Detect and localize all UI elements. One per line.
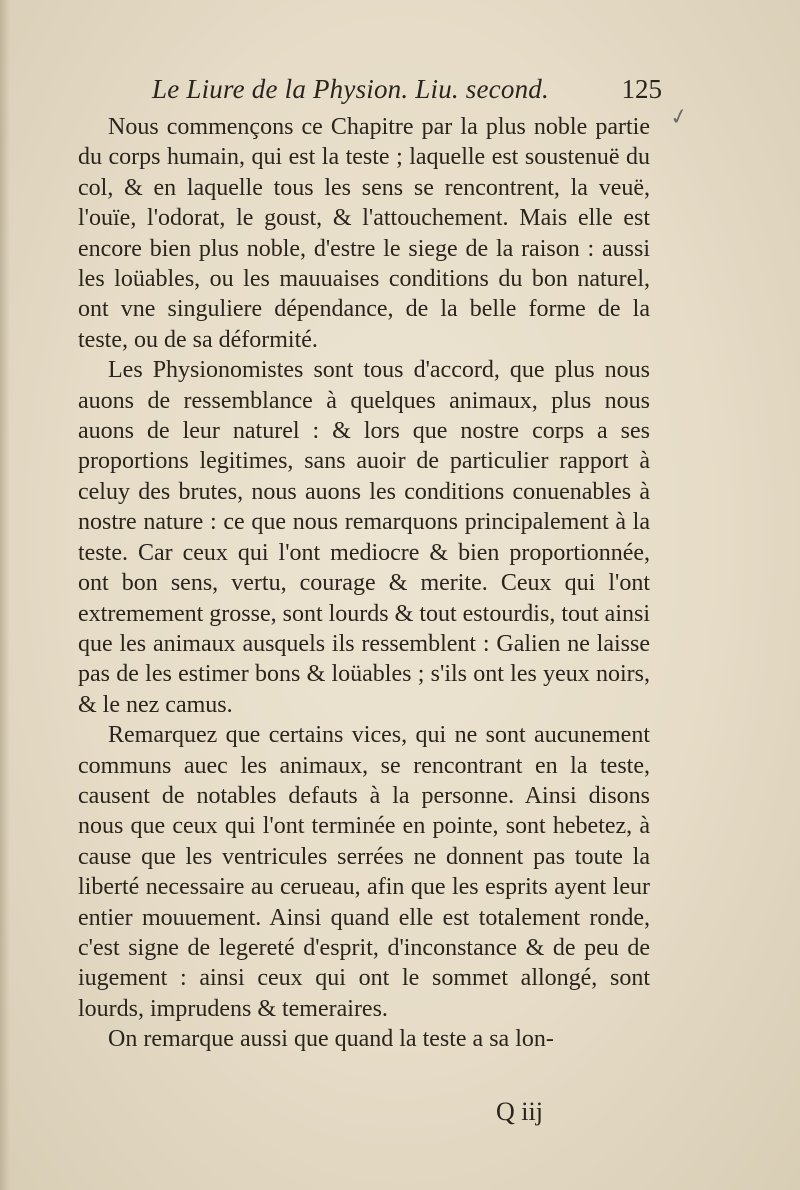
page-edge-shadow	[0, 0, 10, 1190]
paragraph-1: Nous commençons ce Chapitre par la plus noble partie du corps humain, qui est la teste ; laquelle est soustenuë du col, & en laquelle tous les sens se rencontrent, la veuë, l'ouïe, l'odorat, le goust, & l'attouchement. Mais elle est encore bien plus noble, d'estre le siege de la raison : aussi les loüables, ou les mauuaises conditions du bon naturel, ont vne singuliere dépendance, de la belle forme de la teste, ou de sa déformité.	[78, 114, 650, 353]
signature-mark: Q iij	[496, 1097, 543, 1126]
page-header	[152, 74, 662, 110]
paragraph-4: On remarque aussi que quand la teste a sa lon-	[108, 1026, 554, 1053]
paragraph-2: Les Physionomistes sont tous d'accord, que plus nous auons de ressemblance à quelques animaux, plus nous auons de leur naturel : & lors que nostre corps a ses proportions legitimes, sans auoir de particulier rapport à celuy des brutes, nous auons les conditions conuenables à nostre nature : ce que nous remarquons principalement à la teste. Car ceux qui l'ont mediocre & bien proportionnée, ont bon sens, vertu, courage & merite. Ceux qui l'ont extremement grosse, sont lourds & tout estourdis, tout ainsi que les animaux ausquels ils ressemblent : Galien ne laisse pas de les estimer bons & loüables ; s'ils ont les yeux noirs, & le nez camus.	[78, 357, 650, 718]
paragraph-3: Remarquez que certains vices, qui ne sont aucunement communs auec les animaux, se rencontrant en la teste, causent de notables defauts à la personne. Ainsi disons nous que ceux qui l'ont terminée en pointe, sont hebetez, à cause que les ventricules serrées ne donnent pas toute la liberté necessaire au cerueau, afin que les esprits ayent leur entier mouuement. Ainsi quand elle est totalement ronde, c'est signe de legereté d'esprit, d'inconstance & de peu de iugement : ainsi ceux qui ont le sommet allongé, sont lourds, imprudens & temeraires.	[78, 722, 650, 1022]
page-number: 125	[621, 74, 662, 104]
body-text	[78, 112, 650, 1055]
running-title: Le Liure de la Physion. Liu. second.	[152, 74, 549, 104]
checkmark-icon: ✓	[667, 102, 691, 131]
